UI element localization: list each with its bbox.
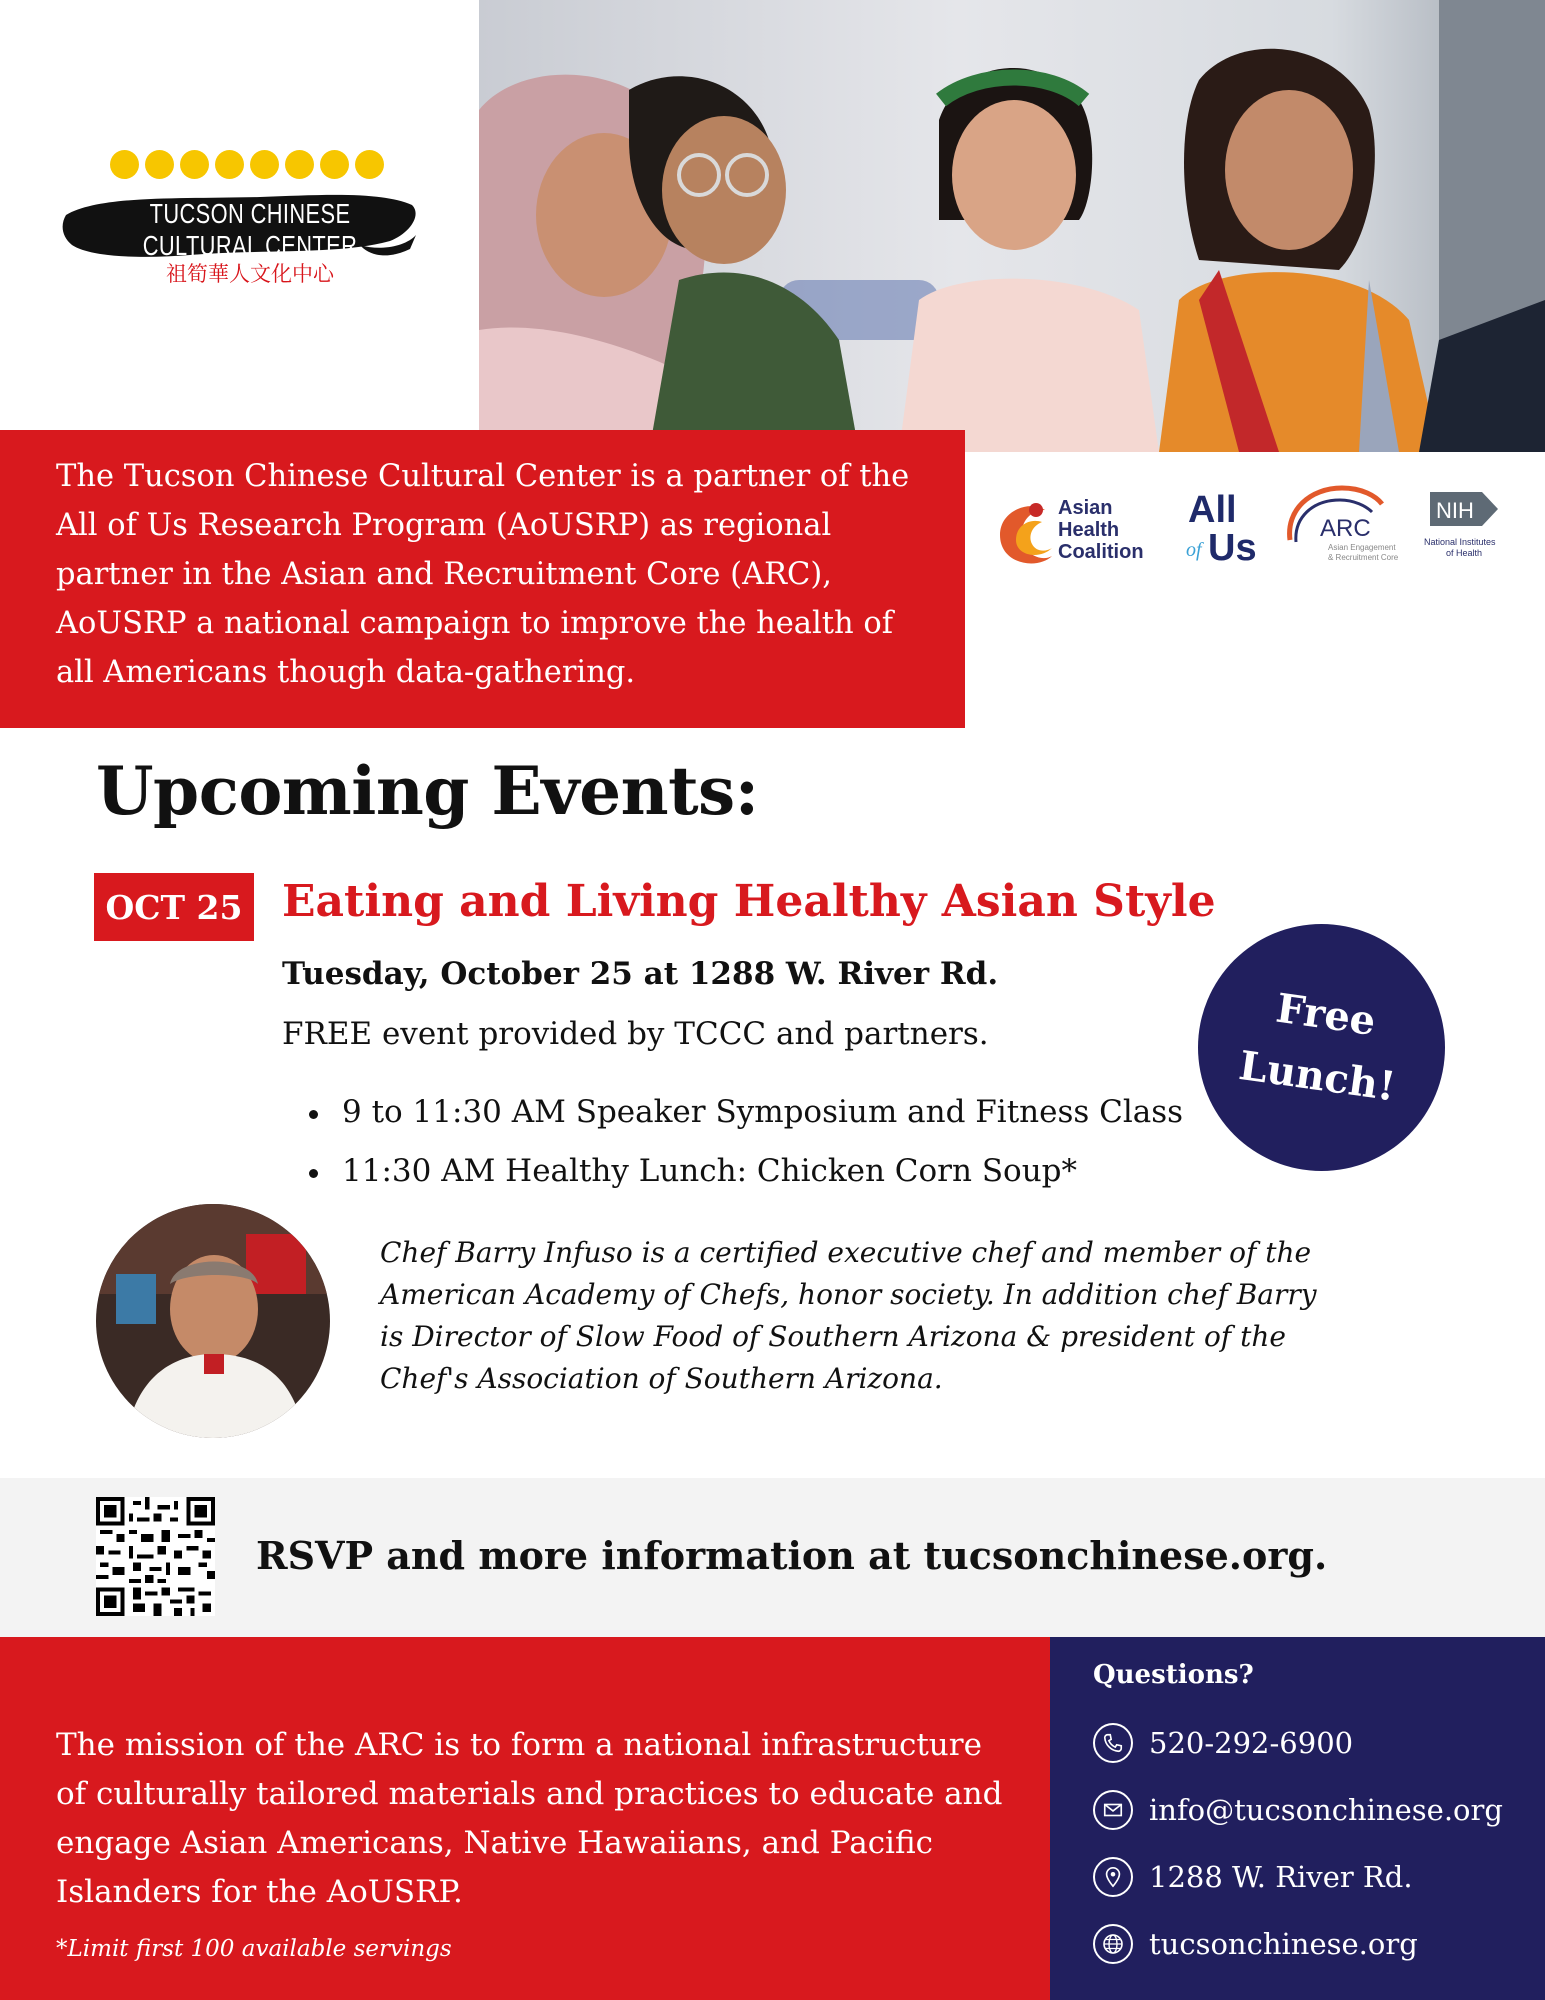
contact-email-text: info@tucsonchinese.org	[1149, 1793, 1503, 1827]
contact-website-text: tucsonchinese.org	[1149, 1927, 1418, 1961]
contact-address-text: 1288 W. River Rd.	[1149, 1860, 1413, 1894]
mission-text: The mission of the ARC is to form a national infrastructure of culturally tailored materials and practices to educate and engage Asian Americans, Native Hawaiians, and Pacific Islanders for the AoUSRP.	[56, 1727, 1003, 1910]
chef-photo	[96, 1204, 330, 1438]
questions-heading: Questions?	[1093, 1660, 1254, 1690]
phone-icon	[1093, 1723, 1133, 1763]
contact-phone-text: 520-292-6900	[1149, 1726, 1354, 1760]
nih-name: NIH	[1436, 498, 1474, 523]
location-icon	[1093, 1857, 1133, 1897]
schedule-item: 11:30 AM Healthy Lunch: Chicken Corn Soup*	[300, 1142, 1183, 1201]
arc-name: ARC	[1320, 515, 1371, 542]
ahc-line3: Coalition	[1058, 541, 1144, 563]
upcoming-events-heading: Upcoming Events:	[96, 752, 759, 830]
badge-line-2: Lunch!	[1236, 1041, 1399, 1111]
contact-phone[interactable]	[1093, 1723, 1353, 1763]
chef-bio: Chef Barry Infuso is a certified executive chef and member of the American Academy of Chefs, honor society. In addition chef Barry is Director of Slow Food of Southern Arizona & president of the Chef's Association of Southern Arizona.	[380, 1236, 1317, 1395]
servings-footnote: *Limit first 100 available servings	[56, 1936, 452, 1962]
nih-sub1: National Institutes	[1424, 537, 1496, 547]
allofus-all: All	[1188, 489, 1237, 531]
ahc-line1: Asian	[1058, 497, 1113, 519]
email-icon	[1093, 1790, 1133, 1830]
contact-address[interactable]	[1093, 1857, 1413, 1897]
event-date-badge: OCT 25	[94, 873, 254, 941]
globe-icon	[1093, 1924, 1133, 1964]
rsvp-text: RSVP and more information at tucsonchinese.org.	[256, 1533, 1328, 1578]
hero-photo	[479, 0, 1545, 452]
free-lunch-text	[1191, 967, 1453, 1124]
qr-code[interactable]	[96, 1497, 215, 1616]
logo-name: TUCSON CHINESE CULTURAL CENTER	[142, 198, 358, 261]
intro-text: The Tucson Chinese Cultural Center is a partner of the All of Us Research Program (AoUSRP) as regional partner in the Asian and Recruitment Core (ARC), AoUSRP a national campaign to improve the health of all Americans though data-gathering.	[56, 459, 910, 690]
ahc-line2: Health	[1058, 519, 1120, 541]
logo-dots	[110, 150, 384, 179]
event-free-note: FREE event provided by TCCC and partners.	[282, 1016, 989, 1052]
asian-health-coalition-logo	[1000, 497, 1144, 563]
tccc-logo	[60, 150, 430, 300]
allofus-us: Us	[1208, 527, 1257, 569]
arc-sub1: Asian Engagement	[1328, 543, 1396, 552]
contact-email[interactable]	[1093, 1790, 1503, 1830]
allofus-of: of	[1186, 539, 1202, 561]
free-lunch-badge	[1198, 924, 1445, 1171]
all-of-us-logo	[1186, 489, 1257, 569]
contact-website[interactable]	[1093, 1924, 1418, 1964]
badge-line-1: Free	[1273, 984, 1379, 1046]
arc-logo	[1290, 488, 1399, 562]
partner-logos	[990, 480, 1520, 580]
event-when-where: Tuesday, October 25 at 1288 W. River Rd.	[282, 956, 999, 992]
logo-chinese-name: 祖筍華人文化中心	[166, 262, 334, 286]
nih-logo	[1424, 492, 1498, 558]
schedule-item: 9 to 11:30 AM Speaker Symposium and Fitness Class	[300, 1083, 1183, 1142]
event-title: Eating and Living Healthy Asian Style	[282, 876, 1216, 927]
arc-sub2: & Recruitment Core	[1328, 553, 1399, 562]
event-schedule	[300, 1083, 1183, 1201]
intro-panel	[0, 430, 965, 728]
nih-sub2: of Health	[1446, 548, 1483, 558]
